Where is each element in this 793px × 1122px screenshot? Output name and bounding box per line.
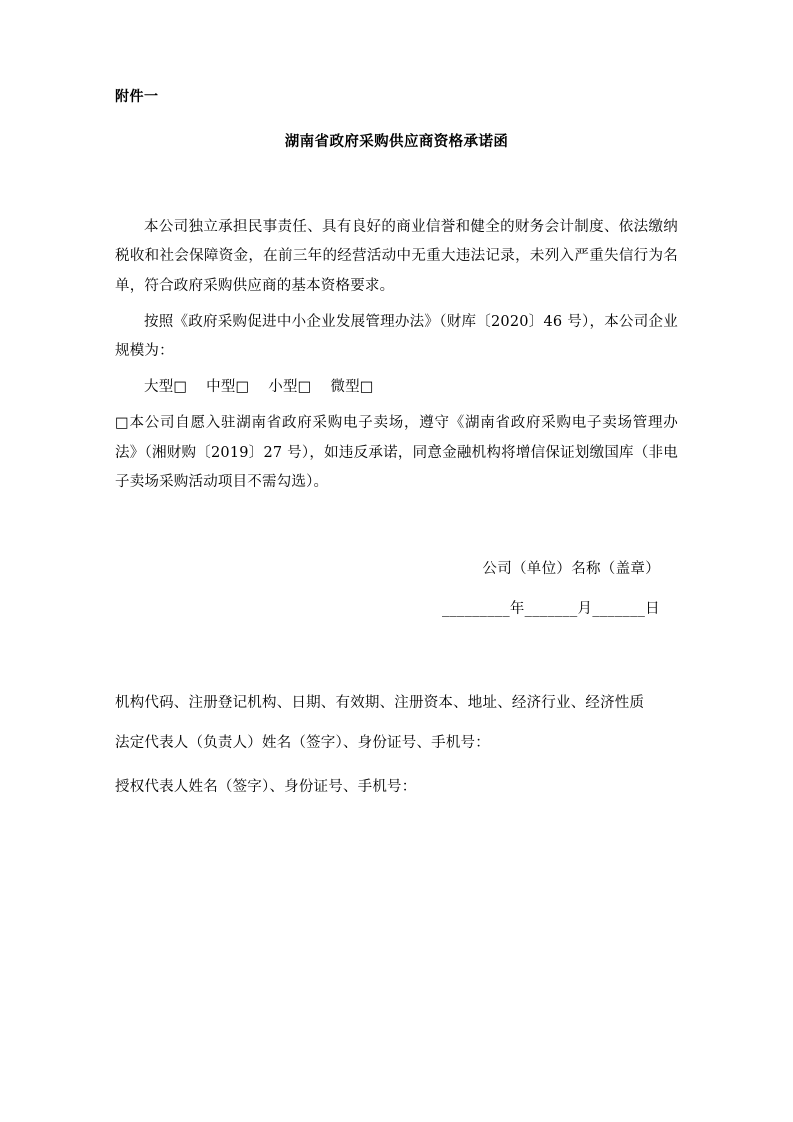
signature-block bbox=[115, 554, 678, 626]
footer-legal-rep: 法定代表人（负责人）姓名（签字）、身份证号、手机号： bbox=[115, 734, 490, 751]
enterprise-size-options bbox=[115, 373, 678, 403]
paragraph-qualification-statement: 本公司独立承担民事责任、具有良好的商业信誉和健全的财务会计制度、依法缴纳税收和社会保障资金，在前三年的经营活动中无重大违法记录，未列入严重失信行为名单，符合政府采购供应商的基本资格要求。 bbox=[115, 218, 678, 295]
footer-info-block bbox=[115, 688, 678, 804]
company-seal-line: 公司（单位）名称（盖章） bbox=[482, 561, 660, 578]
document-body bbox=[115, 213, 678, 498]
footer-authorized-rep: 授权代表人姓名（签字）、身份证号、手机号： bbox=[115, 778, 417, 795]
option-large[interactable]: 大型□ bbox=[144, 379, 188, 396]
date-line[interactable]: _________年_______月_______日 bbox=[441, 600, 660, 617]
paragraph-enterprise-scale: 按照《政府采购促进中小企业发展管理办法》（财库〔2020〕46 号），本公司企业规模为： bbox=[115, 313, 678, 360]
option-small[interactable]: 小型□ bbox=[268, 379, 312, 396]
option-medium[interactable]: 中型□ bbox=[206, 379, 250, 396]
page-title: 湖南省政府采购供应商资格承诺函 bbox=[284, 133, 509, 150]
option-micro[interactable]: 微型□ bbox=[330, 379, 374, 396]
paragraph-emarket-commitment[interactable]: □本公司自愿入驻湖南省政府采购电子卖场，遵守《湖南省政府采购电子卖场管理办法》（湘财购〔2019〕27 号），如违反承诺，同意金融机构将增信保证划缴国库（非电子卖场采购活动项目不需勾选）。 bbox=[115, 414, 678, 491]
attachment-label: 附件一 bbox=[115, 89, 159, 105]
footer-org-info: 机构代码、注册登记机构、日期、有效期、注册资本、地址、经济行业、经济性质 bbox=[115, 694, 645, 711]
